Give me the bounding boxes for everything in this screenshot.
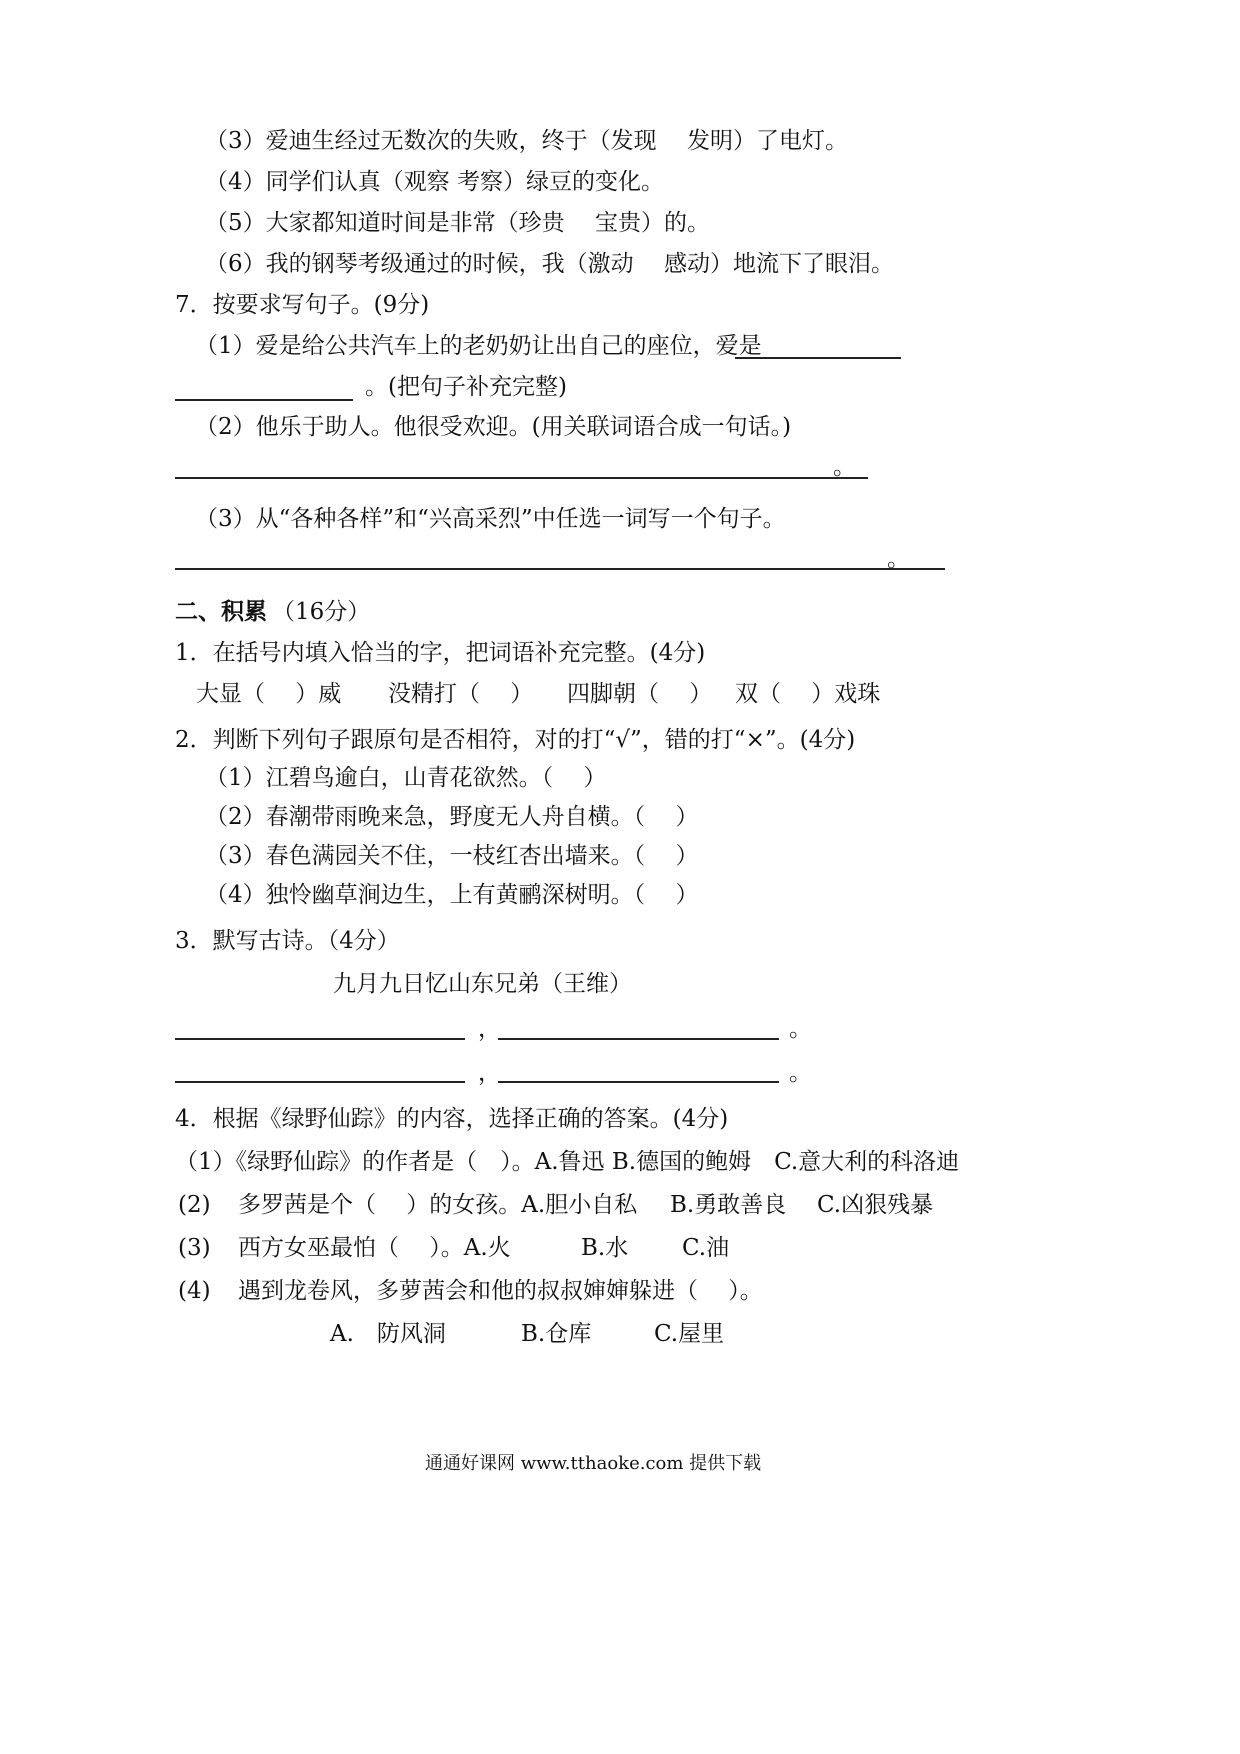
q7-item-2: （2）他乐于助人。他很受欢迎。(用关联词语合成一句话。) <box>195 414 792 440</box>
poem-line-2-comma: ， <box>478 1060 501 1086</box>
q6-item-3: （3）爱迪生经过无数次的失败，终于（发现 发明）了电灯。 <box>205 128 848 154</box>
s2q4-item-2: 多罗茜是个（ ）的女孩。A.胆小自私 <box>238 1192 638 1218</box>
s2q4-item-2-number: (2) <box>178 1192 211 1218</box>
poem-line-2-period: 。 <box>789 1060 812 1086</box>
s2q2-heading: 2．判断下列句子跟原句是否相符，对的打“√”，错的打“×”。(4分) <box>175 727 856 753</box>
poem-line-1-blank-b <box>498 1038 779 1040</box>
s2q1-word-1: 大显（ ）威 <box>196 681 342 707</box>
q7-item-1-suffix: 。(把句子补充完整) <box>365 374 567 400</box>
s2q4-item-4-option-c: C.屋里 <box>654 1321 725 1347</box>
poem-line-1-blank-a <box>175 1038 465 1040</box>
s2q2-item-4: （4）独怜幽草涧边生，上有黄鹂深树明。（ ） <box>205 882 699 908</box>
s2q4-item-2-option-b: B.勇敢善良 <box>670 1192 787 1218</box>
s2q4-item-4-option-b: B.仓库 <box>521 1321 592 1347</box>
s2q2-item-3: （3）春色满园关不住，一枝红杏出墙来。（ ） <box>205 843 699 869</box>
poem-line-2-blank-b <box>498 1081 779 1083</box>
s2q2-item-2: （2）春潮带雨晚来急，野度无人舟自横。（ ） <box>205 804 699 830</box>
s2q1-word-2: 没精打（ ） <box>388 681 534 707</box>
poem-title: 九月九日忆山东兄弟（王维） <box>333 971 632 997</box>
s2q4-item-2-option-c: C.凶狠残暴 <box>817 1192 934 1218</box>
q7-item-2-answer-line <box>175 477 868 479</box>
q6-item-6: （6）我的钢琴考级通过的时候，我（激动 感动）地流下了眼泪。 <box>205 251 894 277</box>
s2q3-heading: 3．默写古诗。（4分） <box>175 928 400 954</box>
q7-item-3-answer-line <box>175 568 945 570</box>
poem-line-1-comma: ， <box>478 1016 501 1042</box>
s2q4-item-4-number: (4) <box>178 1278 211 1304</box>
poem-line-1-period: 。 <box>789 1016 812 1042</box>
s2q4-item-3-number: (3) <box>178 1235 211 1261</box>
s2q2-item-1: （1）江碧鸟逾白，山青花欲然。（ ） <box>205 765 607 791</box>
s2q4-item-3: 西方女巫最怕（ ）。A.火 <box>238 1235 511 1261</box>
q7-item-2-period: 。 <box>833 454 856 480</box>
s2q4-item-1: （1）《绿野仙踪》的作者是（ ）。A.鲁迅 B.德国的鲍姆 C.意大利的科洛迪 <box>175 1149 960 1175</box>
section-2-title: 二、积累 <box>175 598 267 625</box>
s2q4-item-4: 遇到龙卷风，多萝茜会和他的叔叔婶婶躲进（ ）。 <box>238 1278 763 1304</box>
q7-heading: 7．按要求写句子。(9分) <box>175 292 430 318</box>
q6-item-5: （5）大家都知道时间是非常（珍贵 宝贵）的。 <box>205 210 710 236</box>
section-2-score: （16分） <box>272 599 371 625</box>
q7-item-1: （1）爱是给公共汽车上的老奶奶让出自己的座位，爱是 <box>195 333 762 359</box>
s2q4-heading: 4．根据《绿野仙踪》的内容，选择正确的答案。(4分) <box>175 1106 729 1132</box>
s2q1-word-3: 四脚朝（ ） <box>567 681 713 707</box>
q6-item-4: （4）同学们认真（观察 考察）绿豆的变化。 <box>205 169 664 195</box>
q7-item-1-answer-line-a <box>735 357 901 359</box>
s2q4-item-4-option-a: A. 防风洞 <box>330 1321 446 1347</box>
s2q4-item-3-option-c: C.油 <box>682 1235 730 1261</box>
q7-item-3-period: 。 <box>887 546 910 572</box>
q7-item-3: （3）从“各种各样”和“兴高采烈”中任选一词写一个句子。 <box>195 506 786 532</box>
poem-line-2-blank-a <box>175 1081 465 1083</box>
s2q1-heading: 1．在括号内填入恰当的字，把词语补充完整。(4分) <box>175 640 706 666</box>
s2q4-item-3-option-b: B.水 <box>581 1235 629 1261</box>
footer-source: 通通好课网 www.tthaoke.com 提供下载 <box>425 1453 762 1474</box>
q7-item-1-answer-line-b <box>175 399 353 401</box>
s2q1-word-4: 双（ ）戏珠 <box>735 681 881 707</box>
